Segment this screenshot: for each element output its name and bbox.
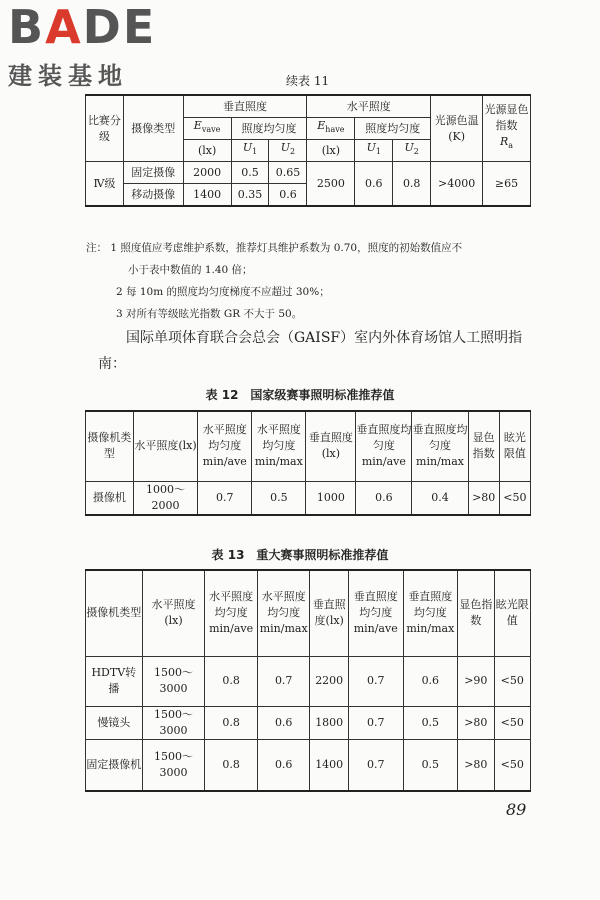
t13-data-cell: 1500～3000 — [142, 739, 205, 791]
header-uniformity-v: 照度均匀度 — [231, 118, 307, 140]
t13-data-cell: >90 — [458, 656, 494, 706]
page-number: 89 — [506, 800, 527, 819]
u1-v-sub: 1 — [252, 147, 258, 157]
t13-data-cell: 0.6 — [257, 739, 310, 791]
table13-caption: 表 13 重大赛事照明标准推荐值 — [211, 548, 389, 562]
t13-header-cell: 摄像机类型 — [86, 570, 143, 656]
t12-data-cell: 0.4 — [412, 481, 468, 515]
t13-data-cell: 0.7 — [257, 656, 310, 706]
cell-u1-mobile: 0.35 — [231, 184, 269, 207]
t13-data-cell: 0.7 — [348, 706, 403, 739]
t12-data-cell: 摄像机 — [86, 481, 134, 515]
brand-logo — [4, 2, 174, 94]
cell-u2-mobile: 0.6 — [269, 184, 307, 207]
header-colortemp — [431, 95, 483, 162]
u2-v-symbol: U — [280, 141, 291, 155]
header-u1-h — [355, 140, 393, 162]
note-1-number: 1 — [110, 242, 118, 254]
t12-header-cell: 垂直照度(lx) — [306, 411, 356, 481]
t13-data-cell: 0.6 — [257, 706, 310, 739]
t13-data-cell: 0.8 — [205, 706, 258, 739]
table-notes — [86, 237, 536, 325]
table-12 — [85, 410, 531, 516]
u2-h-symbol: U — [404, 141, 414, 155]
colortemp-unit: (K) — [448, 129, 465, 143]
cell-eh: 2500 — [307, 162, 355, 207]
note-2-number: 2 — [116, 286, 123, 298]
t12-data-cell: 1000～2000 — [133, 481, 197, 515]
cell-ev-fixed: 2000 — [183, 162, 231, 184]
t12-header-cell: 垂直照度均匀度min/ave — [356, 411, 412, 481]
cell-ra: ≥65 — [483, 162, 531, 207]
header-vertical: 垂直照度 — [183, 95, 307, 118]
t13-data-cell: 1800 — [310, 706, 348, 739]
cell-uh1: 0.6 — [355, 162, 393, 207]
t13-data-cell: 0.5 — [403, 739, 458, 791]
unit-lx-h: (lx) — [307, 140, 355, 162]
t12-header-cell: 水平照度(lx) — [133, 411, 197, 481]
t13-data-cell: 固定摄像机 — [86, 739, 143, 791]
t13-data-cell: 0.5 — [403, 706, 458, 739]
u1-h-sub: 1 — [375, 147, 381, 157]
table11-caption: 续表 11 — [286, 74, 330, 88]
cell-camera-mobile: 移动摄像 — [123, 184, 183, 207]
note-3 — [86, 303, 536, 325]
header-horizontal: 水平照度 — [307, 95, 431, 118]
u1-v-symbol: U — [242, 141, 253, 155]
logo-letters-de: DE — [82, 0, 157, 54]
t12-header-cell: 眩光限值 — [499, 411, 530, 481]
t12-header-cell: 摄像机类型 — [86, 411, 134, 481]
t12-header-cell: 垂直照度均匀度min/max — [412, 411, 468, 481]
evave-symbol: E — [193, 119, 202, 133]
t13-header-cell: 垂直照度(lx) — [310, 570, 348, 656]
t13-data-cell: >80 — [458, 739, 494, 791]
colortemp-label: 光源色温 — [434, 113, 479, 127]
cri-symbol-sub: a — [508, 141, 514, 151]
notes-label: 注： — [86, 242, 107, 254]
logo-letter-a: A — [45, 0, 83, 54]
t13-header-cell: 水平照度均匀度min/max — [257, 570, 310, 656]
table-13 — [85, 569, 531, 792]
t13-data-cell: <50 — [494, 739, 530, 791]
t13-header-cell: 垂直照度均匀度min/max — [403, 570, 458, 656]
t12-data-cell: 0.7 — [198, 481, 252, 515]
evave-sub: vave — [201, 125, 221, 135]
header-u2-v — [269, 140, 307, 162]
table-11 — [85, 94, 531, 207]
t13-data-cell: 2200 — [310, 656, 348, 706]
cri-symbol: R — [499, 135, 509, 149]
note-2-text: 每 10m 的照度均匀度梯度不应超过 30%； — [126, 286, 330, 298]
cell-u2-fixed: 0.65 — [269, 162, 307, 184]
header-u2-h — [393, 140, 431, 162]
ehave-sub: have — [325, 125, 345, 135]
u1-h-symbol: U — [366, 141, 376, 155]
t13-data-cell: 0.7 — [348, 739, 403, 791]
t13-data-cell: 0.6 — [403, 656, 458, 706]
t13-data-cell: 0.8 — [205, 656, 258, 706]
t12-data-cell: 0.6 — [356, 481, 412, 515]
t12-data-cell: 0.5 — [252, 481, 306, 515]
t13-data-cell: 慢镜头 — [86, 706, 143, 739]
t12-data-cell: <50 — [499, 481, 530, 515]
u2-h-sub: 2 — [413, 147, 419, 157]
cell-u1-fixed: 0.5 — [231, 162, 269, 184]
t12-header-cell: 显色指数 — [468, 411, 499, 481]
header-ehave — [307, 118, 355, 140]
cell-level: Ⅳ级 — [86, 162, 124, 207]
note-3-text: 对所有等级眩光指数 GR 不大于 50。 — [126, 308, 303, 320]
header-competition: 比赛分级 — [86, 95, 124, 162]
note-2 — [86, 281, 536, 303]
cell-camera-fixed: 固定摄像 — [123, 162, 183, 184]
cri-label: 光源显色指数 — [484, 103, 529, 133]
t12-header-cell: 水平照度均匀度min/max — [252, 411, 306, 481]
header-camera-type: 摄像类型 — [123, 95, 183, 162]
note-3-number: 3 — [116, 308, 123, 320]
t13-header-cell: 水平照度均匀度min/ave — [205, 570, 258, 656]
note-1-text: 照度值应考虑维护系数，推荐灯具维护系数为 0.70，照度的初始数值应不 — [120, 242, 463, 254]
header-evave — [183, 118, 231, 140]
unit-lx-v: (lx) — [183, 140, 231, 162]
t13-header-cell: 垂直照度均匀度min/ave — [348, 570, 403, 656]
note-1 — [86, 237, 536, 259]
header-u1-v — [231, 140, 269, 162]
t13-data-cell: <50 — [494, 656, 530, 706]
logo-subtitle: 建装基地 — [8, 62, 128, 90]
body-paragraph: 国际单项体育联合会总会（GAISF）室内外体育场馆人工照明指南： — [98, 330, 523, 372]
header-uniformity-h: 照度均匀度 — [355, 118, 431, 140]
t13-data-cell: 1500～3000 — [142, 656, 205, 706]
t13-header-cell: 眩光限值 — [494, 570, 530, 656]
cell-uh2: 0.8 — [393, 162, 431, 207]
t12-data-cell: >80 — [468, 481, 499, 515]
ehave-symbol: E — [317, 119, 326, 133]
u2-v-sub: 2 — [290, 147, 296, 157]
note-1-continued: 小于表中数值的 1.40 倍； — [128, 264, 253, 276]
logo-wordmark — [8, 0, 157, 54]
header-cri — [483, 95, 531, 162]
cell-tk: >4000 — [431, 162, 483, 207]
t13-data-cell: HDTV转播 — [86, 656, 143, 706]
t12-header-cell: 水平照度均匀度min/ave — [198, 411, 252, 481]
table12-caption: 表 12 国家级赛事照明标准推荐值 — [205, 388, 395, 402]
t13-data-cell: 1400 — [310, 739, 348, 791]
t13-data-cell: >80 — [458, 706, 494, 739]
cell-ev-mobile: 1400 — [183, 184, 231, 207]
t13-data-cell: <50 — [494, 706, 530, 739]
t13-data-cell: 0.7 — [348, 656, 403, 706]
t12-data-cell: 1000 — [306, 481, 356, 515]
t13-data-cell: 1500～3000 — [142, 706, 205, 739]
t13-header-cell: 显色指数 — [458, 570, 494, 656]
logo-letter-b: B — [8, 0, 46, 54]
t13-header-cell: 水平照度(lx) — [142, 570, 205, 656]
t13-data-cell: 0.8 — [205, 739, 258, 791]
